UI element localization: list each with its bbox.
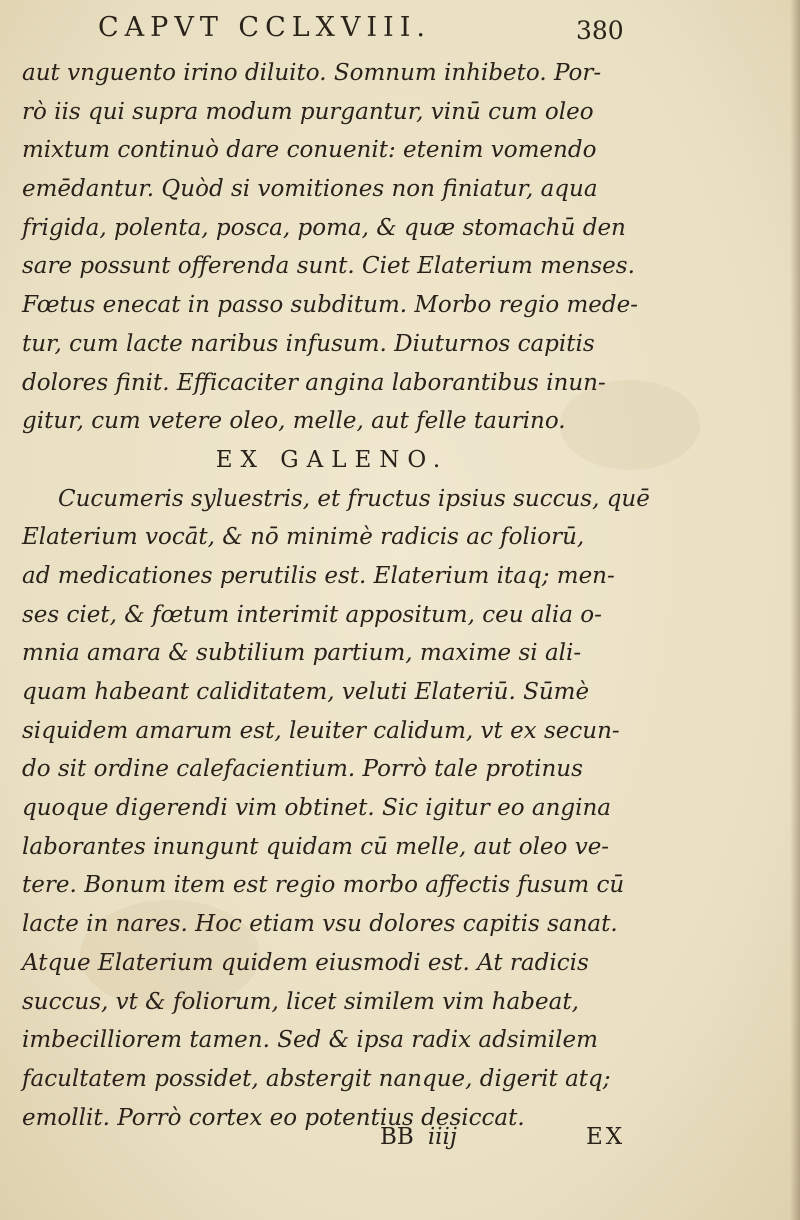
body-text — [22, 54, 650, 1137]
text-line: facultatem possidet, abstergit nanque, digerit atq; — [22, 1065, 611, 1092]
text-line: ad medicationes perutilis est. Elaterium itaq; men- — [22, 562, 615, 589]
text-line: Cucumeris syluestris, et fructus ipsius succus, quē — [58, 485, 650, 512]
running-head: CAPVT CCLXVIII. — [98, 12, 431, 43]
signature-mark — [380, 1124, 457, 1150]
signature-number: iiij — [427, 1124, 458, 1150]
text-line: mnia amara & subtilium partium, maxime si ali- — [22, 640, 582, 667]
page-edge-shadow — [790, 0, 800, 1220]
text-line: ses ciet, & fœtum interimit appositum, ceu alia o- — [22, 601, 602, 628]
text-line: mixtum continuò dare conuenit: etenim vomendo — [22, 137, 597, 164]
text-line: dolores finit. Efficaciter angina laborantibus inun- — [22, 369, 606, 396]
section-heading: EX GALENO. — [215, 446, 449, 473]
text-line: succus, vt & foliorum, licet similem vim habeat, — [22, 988, 579, 1015]
text-line: do sit ordine calefacientium. Porrò tale protinus — [22, 756, 583, 783]
text-line: imbecilliorem tamen. Sed & ipsa radix adsimilem — [22, 1027, 598, 1054]
text-line: Fœtus enecat in passo subditum. Morbo regio mede- — [22, 292, 639, 319]
text-line: tere. Bonum item est regio morbo affectis fusum cū — [22, 872, 625, 899]
text-line: Elaterium vocāt, & nō minimè radicis ac foliorū, — [22, 524, 585, 551]
text-line: siquidem amarum est, leuiter calidum, vt ex secun- — [22, 717, 620, 744]
text-line: sare possunt offerenda sunt. Ciet Elaterium menses. — [22, 253, 635, 280]
text-line: frigida, polenta, posca, poma, & quæ stomachū den — [22, 214, 626, 241]
text-line: emollit. Porrò cortex eo potentius desiccat. — [22, 1104, 525, 1131]
text-line: rò iis qui supra modum purgantur, vinū cum oleo — [22, 98, 594, 125]
text-line: gitur, cum vetere oleo, melle, aut felle taurino. — [22, 408, 566, 435]
text-line: aut vnguento irino diluito. Somnum inhibeto. Por- — [22, 60, 602, 86]
catchword: EX — [586, 1124, 626, 1150]
text-line: quam habeant caliditatem, veluti Elateriū. Sūmè — [22, 679, 590, 705]
text-line: laborantes inungunt quidam cū melle, aut oleo ve- — [22, 833, 610, 860]
text-line: lacte in nares. Hoc etiam vsu dolores capitis sanat. — [22, 911, 618, 938]
text-line: quoque digerendi vim obtinet. Sic igitur eo angina — [22, 795, 611, 822]
text-line: emēdantur. Quòd si vomitiones non finiatur, aqua — [22, 176, 598, 203]
signature-letters: BB — [380, 1124, 414, 1150]
text-line: tur, cum lacte naribus infusum. Diuturnos capitis — [22, 330, 595, 357]
page-header — [0, 6, 800, 50]
text-line: Atque Elaterium quidem eiusmodi est. At radicis — [22, 949, 589, 976]
folio-number: 380 — [576, 16, 624, 45]
page-footer — [0, 1124, 800, 1160]
